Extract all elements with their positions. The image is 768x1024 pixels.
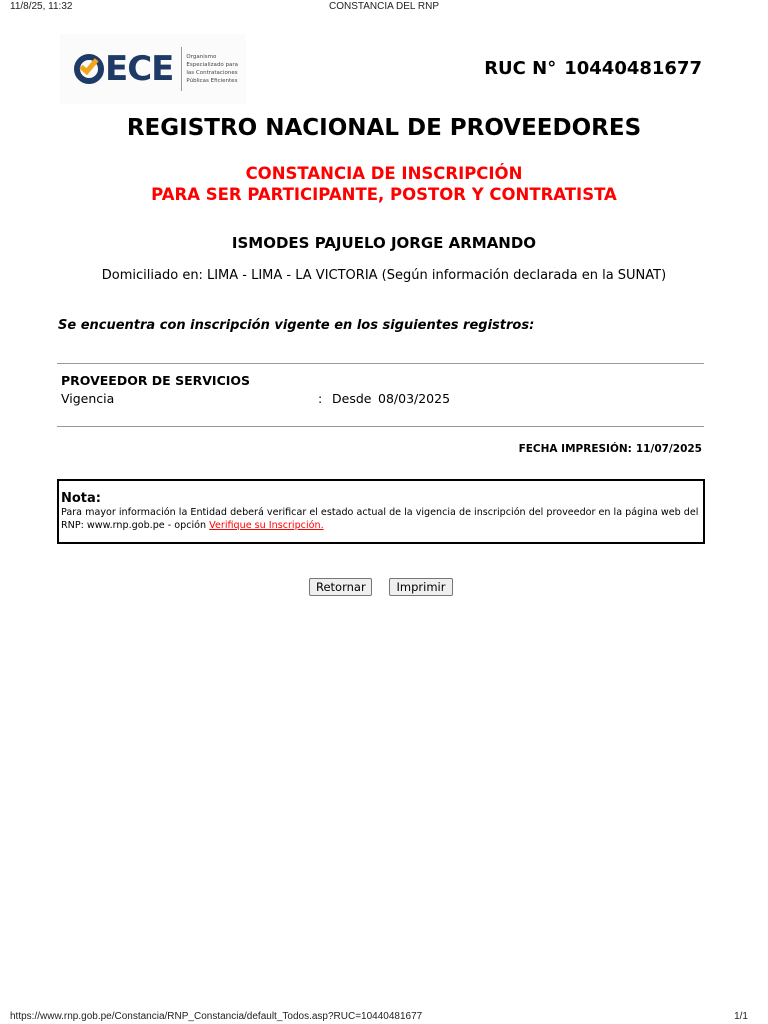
print-date <box>519 443 702 455</box>
verify-registration-link[interactable]: Verifique su Inscripción. <box>209 520 324 531</box>
logo-tagline-line: Organismo <box>186 54 217 60</box>
oece-logo <box>60 34 246 104</box>
note-box <box>57 479 705 544</box>
vigencia-prefix: Desde <box>332 391 372 406</box>
logo-divider <box>181 47 182 91</box>
checkmark-o-icon <box>74 54 104 84</box>
provider-name: ISMODES PAJUELO JORGE ARMANDO <box>231 234 537 252</box>
logo-wordmark <box>74 49 174 89</box>
logo-letters: ECE <box>105 49 174 89</box>
subtitle-line-1: CONSTANCIA DE INSCRIPCIÓN <box>245 164 523 183</box>
print-button[interactable]: Imprimir <box>389 578 453 596</box>
print-header <box>0 0 768 14</box>
print-date-label: FECHA IMPRESIÓN: <box>518 443 632 455</box>
vigencia-date: 08/03/2025 <box>378 391 451 406</box>
provider-domicile <box>0 268 768 283</box>
ruc-value: 10440481677 <box>564 58 702 79</box>
page-title: REGISTRO NACIONAL DE PROVEEDORES <box>126 115 642 141</box>
ruc-label: RUC N° <box>484 58 557 79</box>
print-datetime: 11/8/25, 11:32 <box>10 1 73 12</box>
back-button[interactable]: Retornar <box>309 578 372 596</box>
note-title: Nota: <box>61 491 101 506</box>
note-body: Para mayor información la Entidad deberá verificar el estado actual de la vigencia de inscripción del proveedor en la página web del RNP: www.rnp.gob.pe - opción <box>61 507 699 531</box>
divider <box>57 363 704 364</box>
ruc-number <box>484 58 702 79</box>
vigencia-label: Vigencia <box>61 391 115 406</box>
print-url: https://www.rnp.gob.pe/Constancia/RNP_Constancia/default_Todos.asp?RUC=10440481677 <box>10 1011 423 1022</box>
vigencia-separator: : <box>318 391 323 406</box>
logo-tagline-line: las Contrataciones <box>186 70 238 76</box>
print-document-title: CONSTANCIA DEL RNP <box>328 1 440 12</box>
logo-tagline-line: Públicas Eficientes <box>186 78 238 84</box>
certificate-subtitle <box>0 163 768 205</box>
divider <box>57 426 704 427</box>
domicile-label: Domiciliado en: <box>101 268 203 283</box>
print-date-value: 11/07/2025 <box>635 443 702 455</box>
domicile-value: LIMA - LIMA - LA VICTORIA (Según información declarada en la SUNAT) <box>206 268 667 283</box>
registry-type: PROVEEDOR DE SERVICIOS <box>61 373 251 388</box>
logo-tagline-line: Especializado para <box>186 62 238 68</box>
note-text <box>61 506 701 532</box>
logo-tagline <box>186 53 238 85</box>
subtitle-line-2: PARA SER PARTICIPANTE, POSTOR Y CONTRATISTA <box>151 185 617 204</box>
print-footer <box>0 1010 768 1024</box>
registration-status-text: Se encuentra con inscripción vigente en los siguientes registros: <box>58 318 535 333</box>
print-page-number: 1/1 <box>734 1011 748 1022</box>
